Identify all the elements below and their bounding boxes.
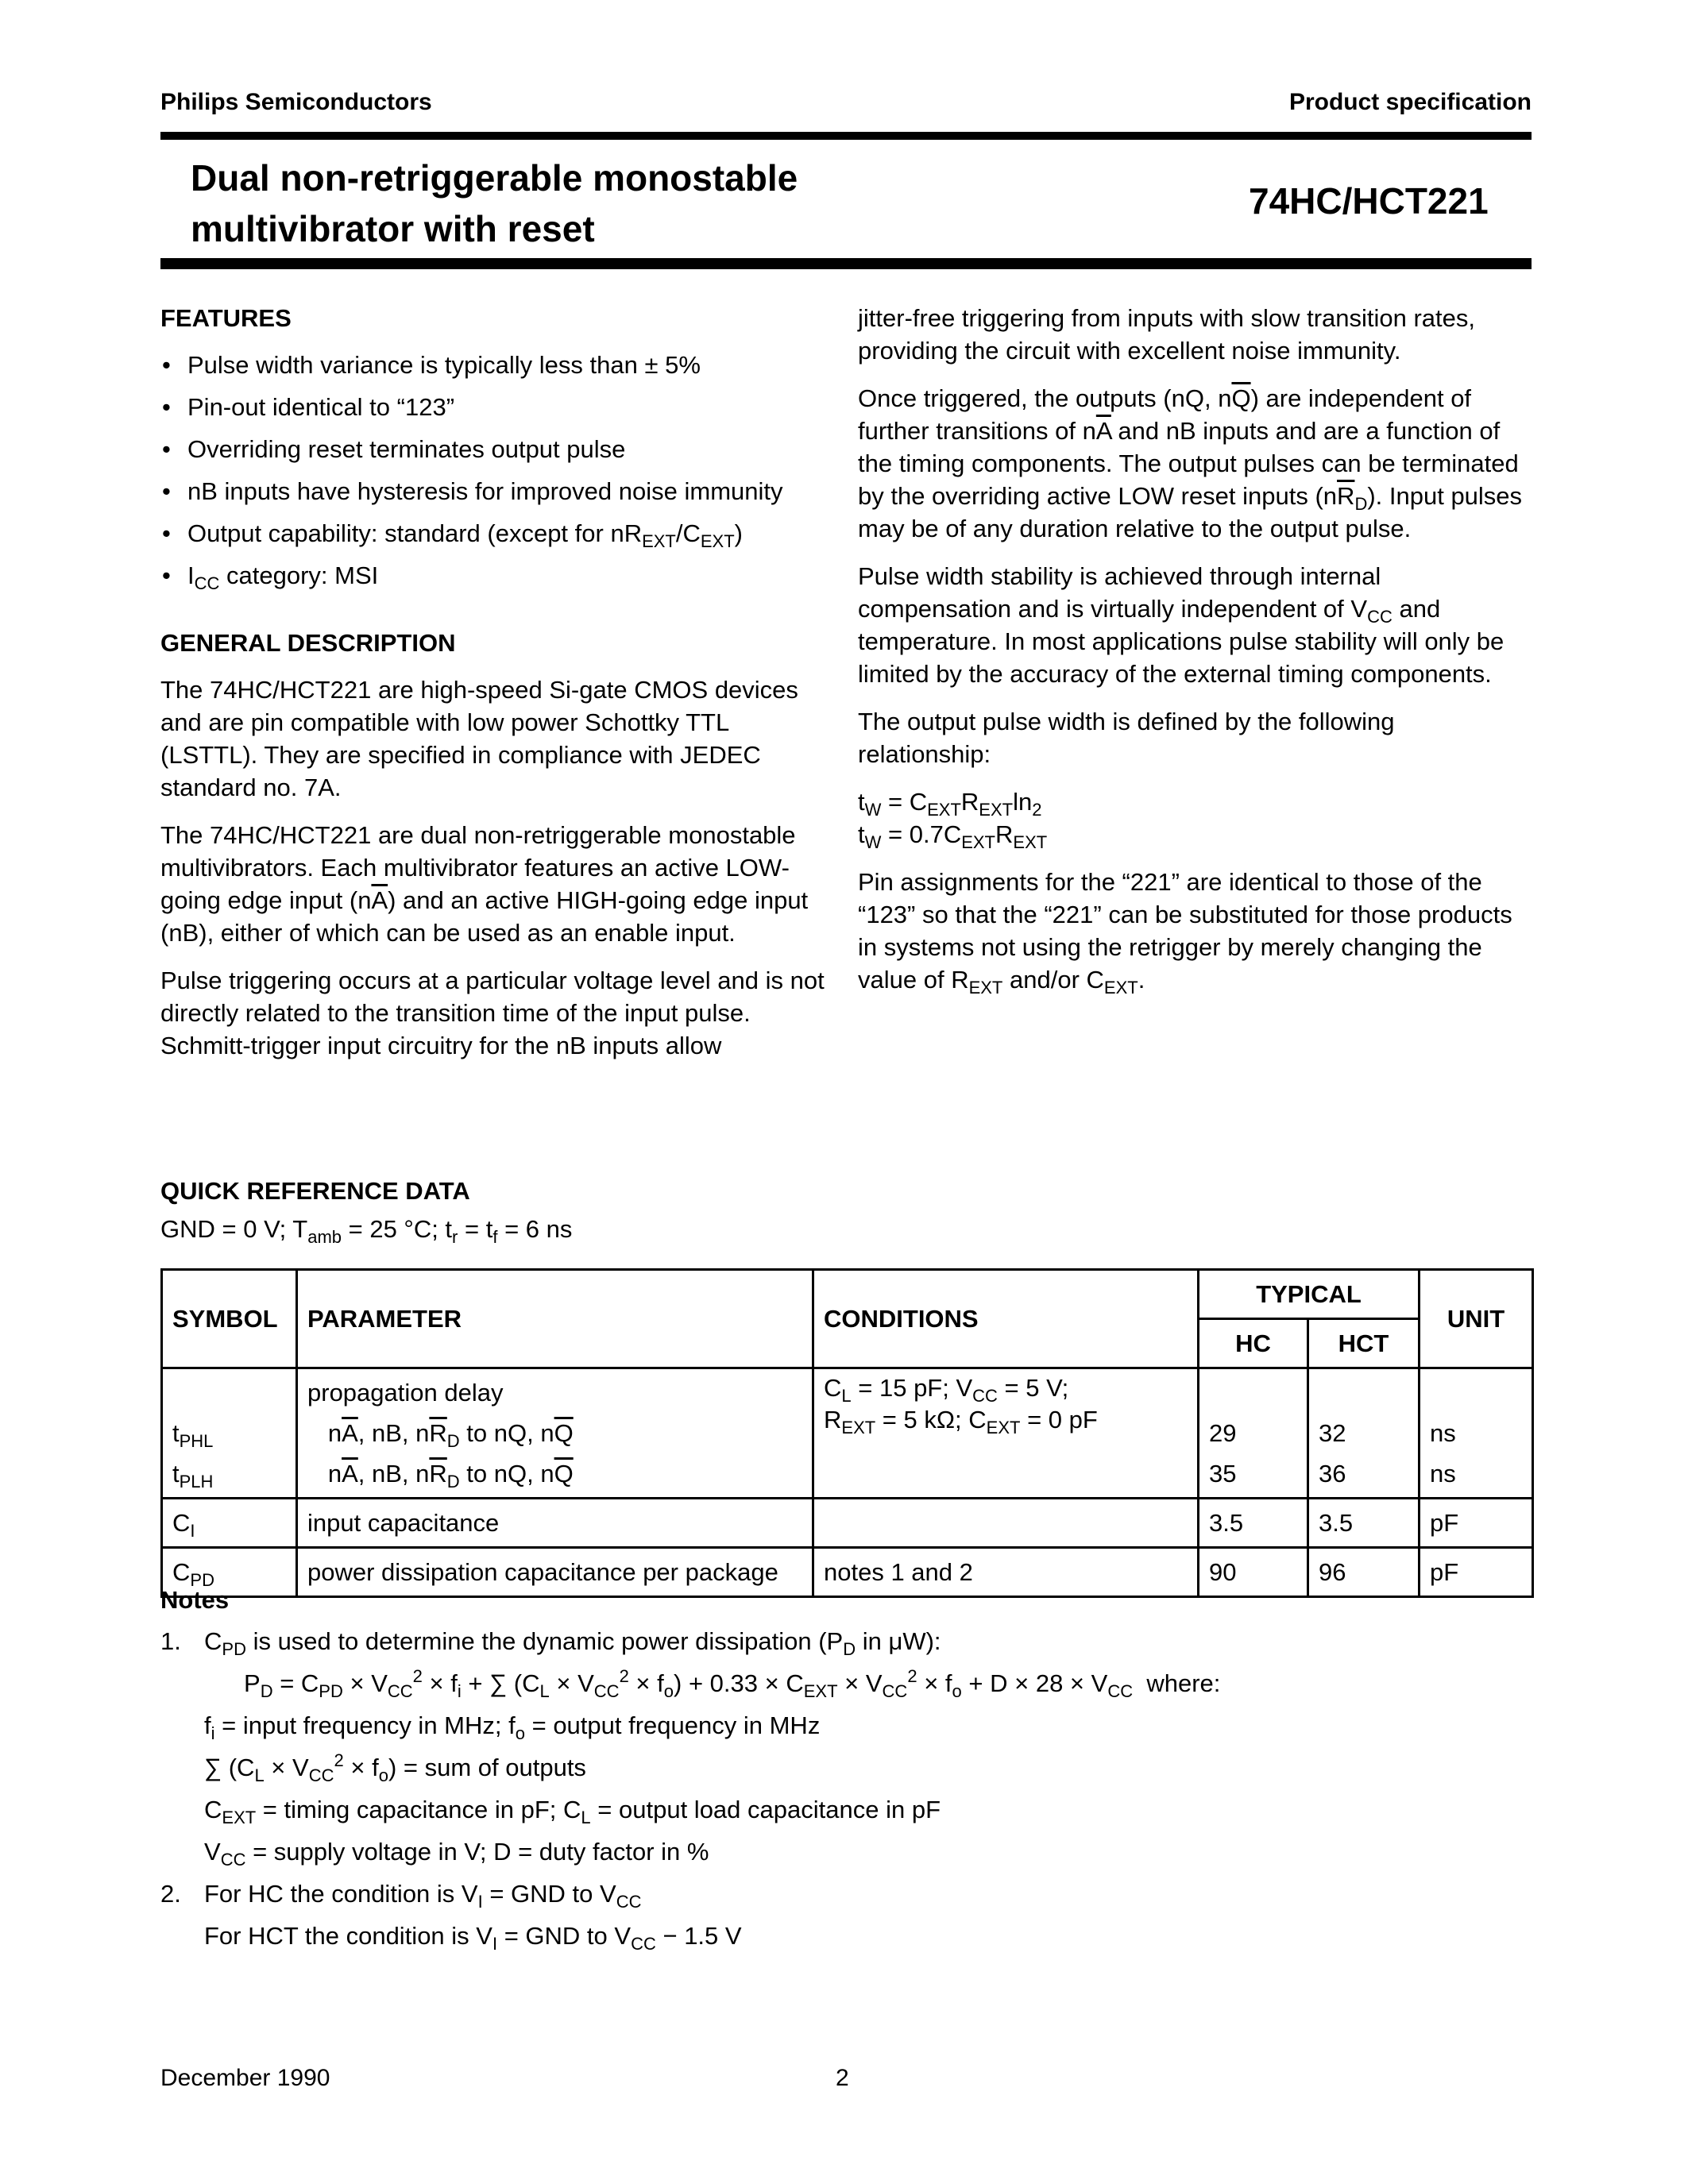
note-text: $f_i$ = input frequency in MHz; $f_o$ = output frequency in MHz: [204, 1711, 821, 1743]
formula: $t_W = C_{EXT}R_{EXT}\ln_2$ $t_W = 0.7C_{EXT}R_{EXT}$: [858, 788, 1048, 852]
note-number: 1.: [160, 1627, 181, 1655]
qrd-conditions: GND = 0 V; $T_{amb} = 25$ °C; $t_r = t_f = 6$ ns: [160, 1215, 573, 1247]
company-name: Philips Semiconductors: [160, 89, 432, 115]
note-text: $C_{EXT} = timing$ capacitance in pF; $C_L$ = output load capacitance in pF: [204, 1796, 941, 1827]
paragraph: Pulse width stability is achieved through internal compensation and is virtually independent of $V_{CC}$ and temperature. In most applications pulse stability will only be limited by the accuracy of the external timing components.: [858, 562, 1505, 688]
qrd-heading: QUICK REFERENCE DATA: [160, 1177, 470, 1205]
col-conditions: CONDITIONS: [813, 1270, 1199, 1368]
paragraph: The 74HC/HCT221 are high-speed Si-gate CMOS devices and are pin compatible with low power Schottky TTL (LSTTL). They are specified in compliance with JEDEC standard no. 7A.: [160, 676, 798, 801]
notes-heading: Notes: [160, 1586, 230, 1614]
paragraph: Once triggered, the outputs (nQ, $n\overline{Q}$) are independent of further transitions of $n\overline{A}$ and nB inputs and are a function of the timing components. The output pulses can be terminated by the overriding active LOW reset inputs $(n\overline{R}_D)$. Input pulses may be of any duration relative to the output pulse.: [858, 384, 1523, 542]
feature-item: • Output capability: standard (except for $nR_{EXT}/C_{EXT}$): [160, 517, 828, 550]
symbol-cell: $C_{PD}$: [162, 1548, 297, 1597]
note-text: $C_{PD}$ is used to determine the dynamic power dissipation ($P_D$ in μW):: [204, 1627, 941, 1659]
note-text: ∑ $(C_L \times V_{CC}^2 \times f_o)$ = sum of outputs: [204, 1750, 586, 1785]
features-list: [160, 349, 828, 592]
right-column: [858, 302, 1525, 1011]
unit-cell: ns ns: [1420, 1368, 1533, 1499]
parameter-cell: power dissipation capacitance per package: [297, 1548, 813, 1597]
symbol-cell: $t_{PHL}$ $t_{PLH}$: [162, 1368, 297, 1499]
paragraph: Pulse triggering occurs at a particular voltage level and is not directly related to the transition time of the input pulse. Schmitt-trigger input circuitry for the nB inputs allow: [160, 967, 825, 1059]
paragraph: The 74HC/HCT221 are dual non-retriggerable monostable multivibrators. Each multivibrator features an active LOW-going edge input $(n\overline{A})$ and an active HIGH-going edge input (nB), either of which can be used as an enable input.: [160, 821, 809, 947]
feature-item: • Overriding reset terminates output pulse: [160, 433, 828, 465]
page-title: [191, 152, 906, 254]
parameter-cell: propagation delay $n\overline{A}$, nB, $n\overline{R}_D$ to nQ, $n\overline{Q}$ $n\overline{A}$, nB, $n\overline{R}_D$ to nQ, $n\overline{Q}$: [297, 1368, 813, 1499]
hc-cell: 3.5: [1199, 1499, 1308, 1548]
footer-date: December 1990: [160, 2065, 330, 2091]
hct-cell: 96: [1308, 1548, 1420, 1597]
note-formula: $P_D = C_{PD} \times V_{CC}^2 \times f_i$ + ∑ $(C_L \times V_{CC}^2 \times f_o) + 0.33 \times C_{EXT} \times V_{CC}^2 \times f_o + D \times 28 \times V_{CC}$ where:: [244, 1666, 1221, 1701]
note-text: For HC the condition is $V_I$ = GND to $V_{CC}$: [204, 1880, 642, 1912]
parameter-cell: input capacitance: [297, 1499, 813, 1548]
note-number: 2.: [160, 1880, 181, 1908]
feature-item: • nB inputs have hysteresis for improved noise immunity: [160, 475, 828, 507]
col-hc: HC: [1199, 1319, 1308, 1368]
page-number: 2: [836, 2065, 849, 2091]
col-typical: TYPICAL: [1199, 1270, 1420, 1319]
feature-item: • $I_{CC}$ category: MSI: [160, 559, 828, 592]
col-hct: HCT: [1308, 1319, 1420, 1368]
symbol-cell: $C_I$: [162, 1499, 297, 1548]
col-symbol: SYMBOL: [162, 1270, 297, 1368]
general-description-heading: GENERAL DESCRIPTION: [160, 629, 456, 657]
hct-cell: 3.5: [1308, 1499, 1420, 1548]
features-heading: FEATURES: [160, 304, 292, 332]
title-line-2: multivibrator with reset: [191, 208, 595, 249]
col-parameter: PARAMETER: [297, 1270, 813, 1368]
conditions-cell: [813, 1499, 1199, 1548]
col-unit: UNIT: [1420, 1270, 1533, 1368]
table-row: [162, 1548, 1533, 1597]
paragraph: The output pulse width is defined by the following relationship:: [858, 708, 1395, 768]
note-text: For HCT the condition is $V_I$ = GND to $V_{CC} - 1.5$ V: [204, 1922, 742, 1954]
unit-cell: pF: [1420, 1548, 1533, 1597]
hc-cell: 29 35: [1199, 1368, 1308, 1499]
part-number: 74HC/HCT221: [1249, 180, 1489, 222]
table-row: [162, 1499, 1533, 1548]
feature-item: • Pin-out identical to “123”: [160, 391, 828, 423]
table-header-row: [162, 1270, 1533, 1319]
quick-reference-table: [160, 1268, 1534, 1598]
note-text: $V_{CC}$ = supply voltage in V; D = duty factor in %: [204, 1838, 709, 1870]
hc-cell: 90: [1199, 1548, 1308, 1597]
paragraph: jitter-free triggering from inputs with slow transition rates, providing the circuit with excellent noise immunity.: [858, 304, 1476, 365]
title-line-1: Dual non-retriggerable monostable: [191, 157, 798, 199]
unit-cell: pF: [1420, 1499, 1533, 1548]
table-row: [162, 1368, 1533, 1499]
hct-cell: 32 36: [1308, 1368, 1420, 1499]
paragraph: Pin assignments for the “221” are identical to those of the “123” so that the “221” can be substituted for those products in systems not using the retrigger by merely changing the value of $R_{EXT}$ and/or $C_{EXT}$.: [858, 868, 1512, 997]
feature-item: • Pulse width variance is typically less than ± 5%: [160, 349, 828, 381]
conditions-cell: notes 1 and 2: [813, 1548, 1199, 1597]
header-rule: [160, 132, 1532, 140]
doc-type: Product specification: [1288, 89, 1532, 115]
title-rule: [160, 258, 1532, 269]
left-column: [160, 302, 828, 1077]
conditions-cell: $C_L = 15$ pF; $V_{CC} = 5$ V; $R_{EXT} = 5$ kΩ; $C_{EXT} = 0$ pF: [813, 1368, 1199, 1499]
